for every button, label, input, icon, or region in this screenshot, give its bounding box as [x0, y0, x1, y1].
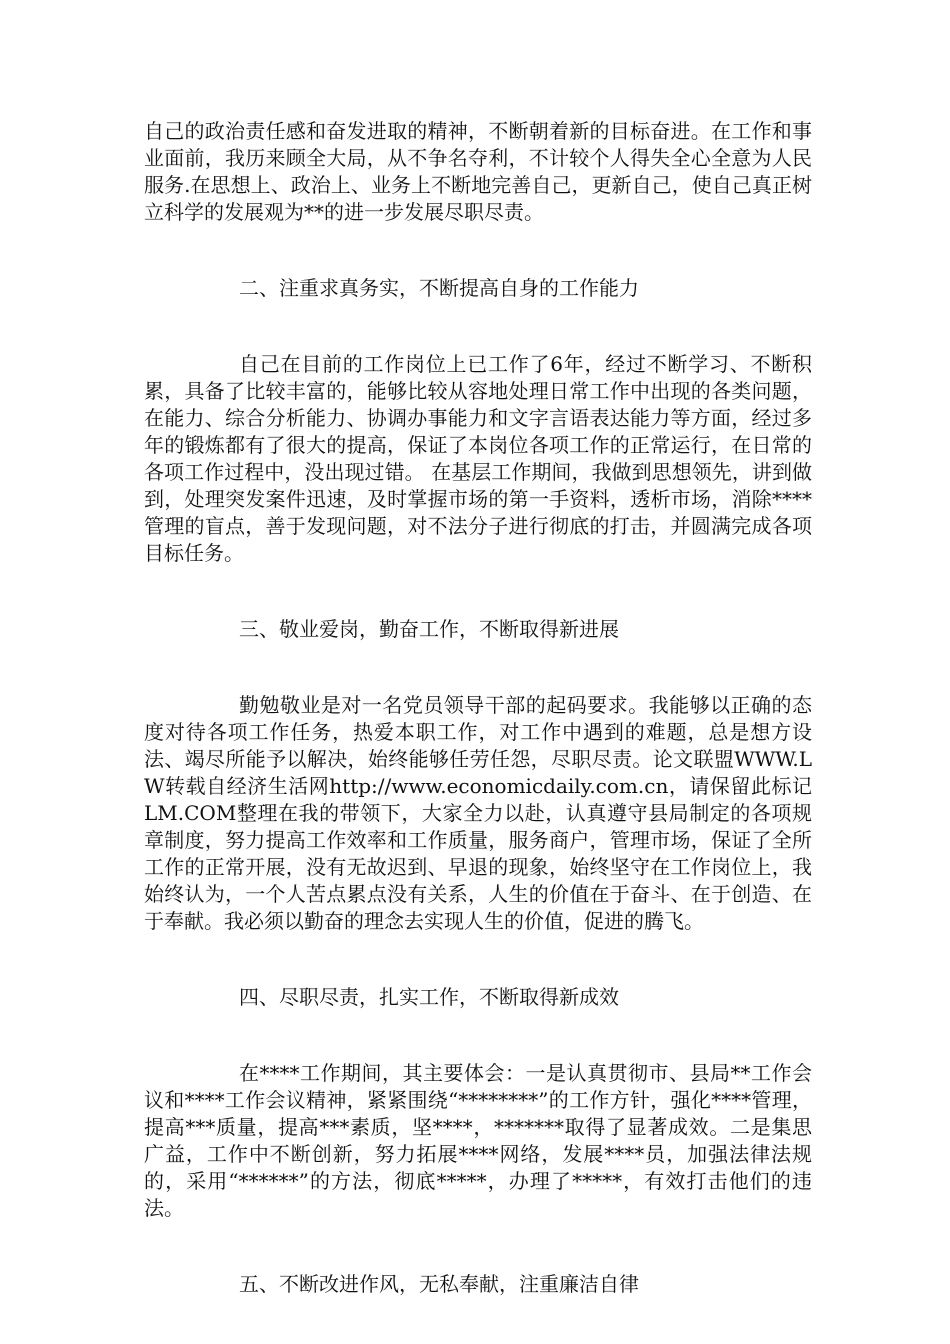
heading-spacer — [144, 1011, 812, 1060]
paragraph-section-4: 在****工作期间，其主要体会：一是认真贯彻市、县局**工作会议和****工作会议精神，紧紧围绕“********”的工作方针，强化****管理，提高***质量，提高***素质，坚****，*******取得了显著成效。二是集思广益，工作中不断创新，努力拓展****网络，发展****员，加强法律法规的，采用“******”的方法，彻底*****，办理了*****，有效打击他们的违法。 — [144, 1061, 812, 1220]
paragraph-spacer — [144, 1222, 812, 1271]
section-heading-4: 四、尽职尽责，扎实工作，不断取得新成效 — [239, 985, 619, 1009]
document-body — [144, 118, 812, 1298]
paragraph-intro: 自己的政治责任感和奋发进取的精神，不断朝着新的目标奋进。在工作和事业面前，我历来顾全大局，从不争名夺利，不计较个人得失全心全意为人民服务.在思想上、政治上、业务上不断地完善自己，更新自己，使自己真正树立科学的发展观为**的进一步发展尽职尽责。 — [144, 119, 812, 224]
paragraph-section-2: 自己在目前的工作岗位上已工作了6年，经过不断学习、不断积累，具备了比较丰富的，能够比较从容地处理日常工作中出现的各类问题，在能力、综合分析能力、协调办事能力和文字言语表达能力等方面，经过多年的锻炼都有了很大的提高，保证了本岗位各项工作的正常运行，在日常的各项工作过程中，没出现过错。 在基层工作期间，我做到思想领先，讲到做到，处理突发案件迅速，及时掌握市场的第一手资料，透析市场，消除****管理的盲点，善于发现问题，对不法分子进行彻底的打击，并圆满完成各项目标任务。 — [144, 352, 812, 565]
heading-spacer — [144, 302, 812, 351]
paragraph-spacer — [144, 935, 812, 984]
paragraph-spacer — [144, 226, 812, 275]
paragraph-section-3: 勤勉敬业是对一名党员领导干部的起码要求。我能够以正确的态度对待各项工作任务，热爱本职工作，对工作中遇到的难题，总是想方设法、竭尽所能予以解决，始终能够任劳任怨，尽职尽责。论文联盟WWW.LW转载自经济生活网http://www.economicdaily.com.cn，请保留此标记LM.COM整理在我的带领下，大家全力以赴，认真遵守县局制定的各项规章制度，努力提高工作效率和工作质量，服务商户，管理市场，保证了全所工作的正常开展，没有无故迟到、早退的现象，始终坚守在工作岗位上，我始终认为，一个人苦点累点没有关系，人生的价值在于奋斗、在于创造、在于奉献。我必须以勤奋的理念去实现人生的价值，促进的腾飞。 — [144, 693, 812, 933]
section-heading-3: 三、敬业爱岗，勤奋工作，不断取得新进展 — [239, 617, 619, 641]
heading-spacer — [144, 643, 812, 692]
section-heading-2: 二、注重求真务实，不断提高自身的工作能力 — [239, 276, 639, 300]
section-heading-5: 五、不断改进作风，无私奉献，注重廉洁自律 — [239, 1272, 639, 1296]
paragraph-spacer — [144, 567, 812, 616]
